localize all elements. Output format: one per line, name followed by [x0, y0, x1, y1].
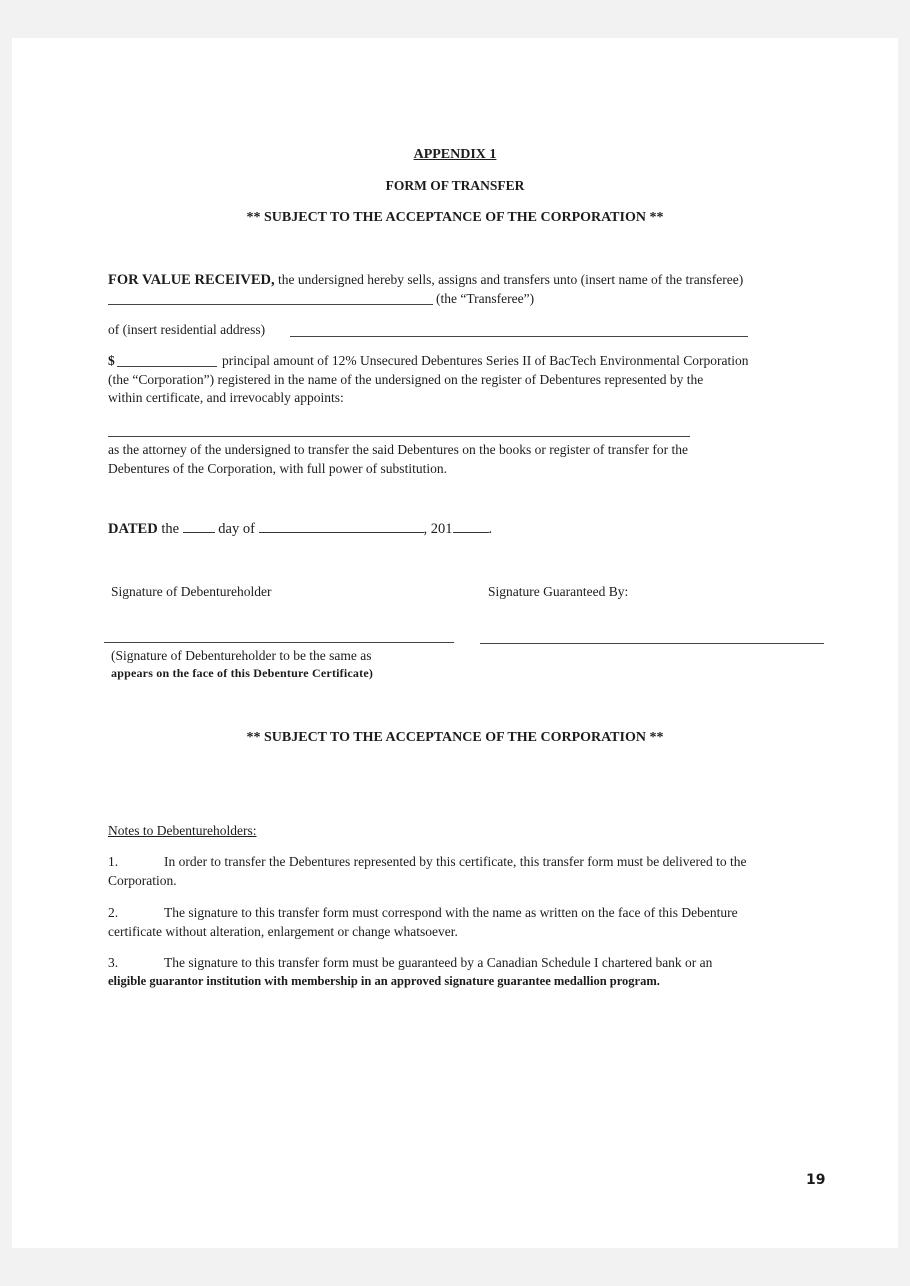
- dated-day-of: day of: [214, 521, 259, 537]
- subject-notice-top: ** SUBJECT TO THE ACCEPTANCE OF THE CORPORATION **: [246, 210, 664, 225]
- holder-note-line-1: (Signature of Debentureholder to be the same as: [111, 648, 372, 663]
- subject-notice-bottom: ** SUBJECT TO THE ACCEPTANCE OF THE CORPORATION **: [246, 730, 664, 745]
- dated-year-prefix: , 201: [423, 521, 453, 537]
- day-blank[interactable]: [183, 519, 215, 533]
- note-2-number: 2.: [108, 905, 119, 920]
- attorney-line-1: as the attorney of the undersigned to transfer the said Debentures on the books or register of transfer for the: [108, 442, 688, 457]
- for-value-bold: FOR VALUE RECEIVED,: [108, 272, 275, 288]
- transferee-name-line[interactable]: [108, 304, 433, 305]
- principal-text: principal amount of 12% Unsecured Debentures Series II of BacTech Environmental Corporation: [222, 353, 749, 368]
- appendix-title: APPENDIX 1: [413, 147, 497, 162]
- dated-row: [108, 519, 492, 539]
- address-label: of (insert residential address): [108, 322, 266, 337]
- transferee-label: (the “Transferee”): [436, 291, 535, 306]
- dated-the: the: [157, 521, 183, 537]
- month-blank[interactable]: [259, 519, 424, 533]
- holder-signature-label: Signature of Debentureholder: [111, 584, 272, 599]
- year-blank[interactable]: [453, 519, 489, 533]
- notes-heading: Notes to Debentureholders:: [108, 823, 257, 838]
- note-2-line-1: The signature to this transfer form must correspond with the name as written on the face of this Debenture: [164, 905, 738, 920]
- for-value-text: the undersigned hereby sells, assigns and transfers unto (insert name of the transferee): [274, 272, 744, 287]
- principal-line-2: (the “Corporation”) registered in the name of the undersigned on the register of Debentures represented by the: [108, 372, 704, 387]
- guarantor-signature-label: Signature Guaranteed By:: [488, 584, 629, 599]
- dated-label: DATED: [108, 521, 158, 537]
- dated-period: .: [488, 521, 493, 537]
- amount-line[interactable]: [117, 366, 217, 367]
- guarantor-signature-line[interactable]: [480, 643, 824, 644]
- note-3-line-2: eligible guarantor institution with membership in an approved signature guarantee medallion program.: [108, 974, 660, 988]
- for-value-paragraph: [108, 270, 868, 290]
- attorney-line-2: Debentures of the Corporation, with full power of substitution.: [108, 461, 447, 476]
- holder-signature-line[interactable]: [104, 642, 454, 643]
- page-number: 19: [806, 1172, 826, 1188]
- note-1-line-2: Corporation.: [108, 873, 177, 888]
- dollar-sign: $: [108, 353, 115, 368]
- address-line[interactable]: [290, 336, 748, 337]
- note-3-number: 3.: [108, 955, 119, 970]
- holder-note-line-2: appears on the face of this Debenture Certificate): [111, 666, 374, 680]
- note-1-line-1: In order to transfer the Debentures represented by this certificate, this transfer form must be delivered to the: [164, 854, 747, 869]
- note-3-line-1: The signature to this transfer form must be guaranteed by a Canadian Schedule I chartered bank or an: [164, 955, 713, 970]
- attorney-name-line[interactable]: [108, 436, 690, 437]
- form-title: FORM OF TRANSFER: [385, 178, 525, 193]
- note-1-number: 1.: [108, 854, 119, 869]
- principal-line-3: within certificate, and irrevocably appoints:: [108, 390, 344, 405]
- note-2-line-2: certificate without alteration, enlargement or change whatsoever.: [108, 924, 458, 939]
